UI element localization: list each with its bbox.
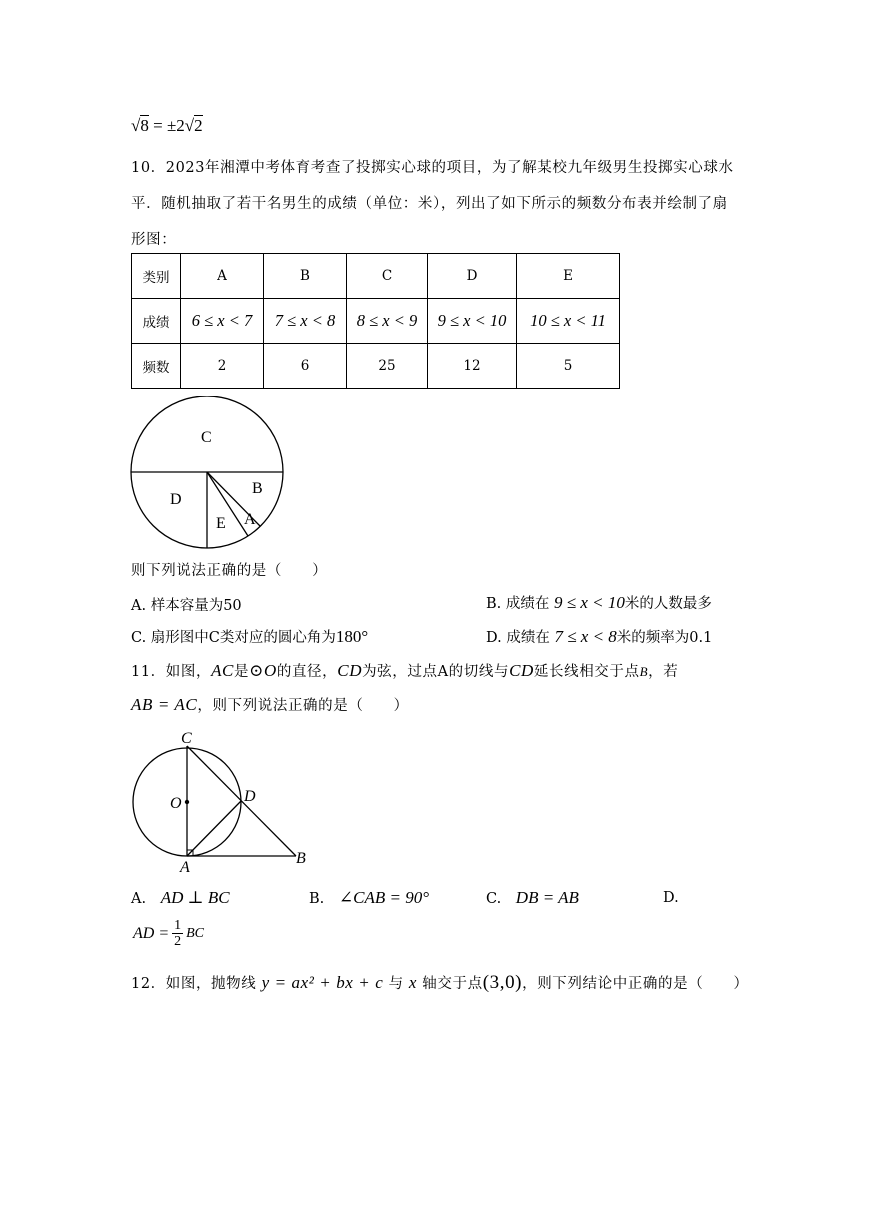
answer-prefix: ±2 — [166, 116, 185, 135]
q12-math: y = ax² + bx + c — [261, 973, 384, 992]
pie-label-b: B — [252, 480, 263, 497]
table-row — [132, 344, 620, 389]
point-label-a: A — [180, 859, 190, 876]
chord-ad — [187, 801, 241, 856]
q11-line-1 — [131, 660, 678, 681]
row-header-score: 成绩 — [132, 299, 181, 344]
table-cell: 12 — [428, 344, 517, 389]
radical-sign: √ — [131, 116, 141, 135]
q11-option-b — [309, 888, 429, 908]
q11-math: AB = AC — [131, 695, 198, 714]
table-cell: 9 ≤ x < 10 — [428, 299, 517, 344]
pie-label-e: E — [216, 515, 226, 532]
q12-text: 与 — [388, 976, 404, 992]
q11-text: 延长线相交于点 — [533, 664, 640, 680]
option-text: 米的频率为0.1 — [616, 630, 713, 646]
q11-text: 是 — [234, 664, 250, 680]
q11-option-d-label: D. — [663, 890, 679, 906]
table-cell: 6 — [264, 344, 347, 389]
option-label: C. — [486, 891, 502, 907]
q11-option-c — [486, 888, 579, 908]
table-cell: D — [428, 254, 517, 299]
q11-line-2 — [131, 694, 409, 715]
q10-option-a: A. 样本容量为50 — [131, 598, 242, 614]
circle-geometry-figure — [128, 726, 313, 876]
q11-option-d-formula — [133, 918, 204, 949]
fraction-numerator: 1 — [174, 918, 182, 933]
q11-text: ，则下列说法正确的是（ ） — [197, 698, 409, 714]
table-cell: 8 ≤ x < 9 — [347, 299, 428, 344]
table-cell: 10 ≤ x < 11 — [517, 299, 620, 344]
q10-line-3: 形图： — [131, 232, 177, 248]
option-math: BC — [186, 925, 205, 941]
q11-option-a — [131, 888, 230, 908]
q10-option-d — [486, 626, 712, 647]
point-label-o: O — [170, 795, 182, 812]
point-label-c: C — [181, 730, 192, 747]
q11-text: 的直径， — [276, 664, 338, 680]
q12-text: ，则下列结论中正确的是（ ） — [522, 976, 749, 992]
q10-line-1: 10．2023年湘潭中考体育考查了投掷实心球的项目，为了解某校九年级男生投掷实心球水 — [131, 160, 734, 176]
option-text: B. 成绩在 — [486, 596, 550, 612]
previous-answer-formula — [131, 116, 203, 136]
point-label-d: D — [244, 788, 256, 805]
table-cell: A — [181, 254, 264, 299]
radical-sign-2: √ — [184, 116, 195, 135]
row-header-category: 类别 — [132, 254, 181, 299]
table-cell: 2 — [181, 344, 264, 389]
equals-sign: = — [153, 116, 163, 135]
q12-math: (3,0) — [482, 972, 523, 993]
option-text: C. 扇形图中C类对应的圆心角为 — [131, 630, 336, 646]
q10-option-c — [131, 626, 368, 647]
option-label: B. — [309, 891, 325, 907]
pie-label-a: A — [244, 511, 256, 528]
option-label: A. — [131, 891, 147, 907]
option-math: ∠CAB = 90° — [338, 888, 429, 907]
table-cell: C — [347, 254, 428, 299]
option-text: D. 成绩在 — [486, 630, 550, 646]
radicand: 8 — [140, 116, 149, 135]
table-row — [132, 299, 620, 344]
point-label-b: B — [296, 850, 306, 867]
table-cell: 25 — [347, 344, 428, 389]
q11-math: CD — [337, 661, 363, 680]
pie-chart-figure — [128, 396, 288, 552]
row-header-frequency: 频数 — [132, 344, 181, 389]
table-cell: B — [264, 254, 347, 299]
option-math: 180° — [335, 627, 369, 646]
radicand-2: 2 — [194, 116, 203, 135]
frequency-table — [131, 253, 620, 389]
q11-text: 为弦，过点A的切线与 — [362, 664, 510, 680]
q11-text: 11．如图， — [131, 664, 212, 680]
fraction-denominator: 2 — [174, 934, 182, 949]
q12-text: 轴交于点 — [422, 976, 483, 992]
q12-math: x — [408, 973, 418, 992]
q11-math: ⊙O — [249, 661, 277, 680]
q11-math: CD — [509, 661, 534, 680]
option-math: 9 ≤ x < 10 — [553, 593, 625, 612]
q11-math: B — [639, 664, 649, 679]
q10-line-2: 平．随机抽取了若干名男生的成绩（单位：米），列出了如下所示的频数分布表并绘制了扇 — [131, 196, 728, 212]
q10-stem: 则下列说法正确的是（ ） — [131, 563, 328, 579]
table-cell: E — [517, 254, 620, 299]
table-row — [132, 254, 620, 299]
option-math: AD ⊥ BC — [160, 888, 230, 907]
q12-line-1 — [131, 972, 749, 994]
q11-text: ，若 — [648, 664, 679, 680]
pie-divider-e-a — [207, 472, 248, 536]
option-math: AD = — [133, 924, 170, 942]
option-text: 米的人数最多 — [624, 596, 712, 612]
q11-math: AC — [211, 661, 234, 680]
option-math: 7 ≤ x < 8 — [554, 627, 617, 646]
q12-text: 12．如图，抛物线 — [131, 976, 257, 992]
pie-label-c: C — [201, 429, 212, 446]
fraction-one-half — [172, 918, 183, 949]
pie-label-d: D — [170, 491, 182, 508]
table-cell: 6 ≤ x < 7 — [181, 299, 264, 344]
table-cell: 5 — [517, 344, 620, 389]
q10-option-b — [486, 592, 712, 613]
option-math: DB = AB — [515, 888, 579, 907]
table-cell: 7 ≤ x < 8 — [264, 299, 347, 344]
center-point — [185, 800, 189, 804]
